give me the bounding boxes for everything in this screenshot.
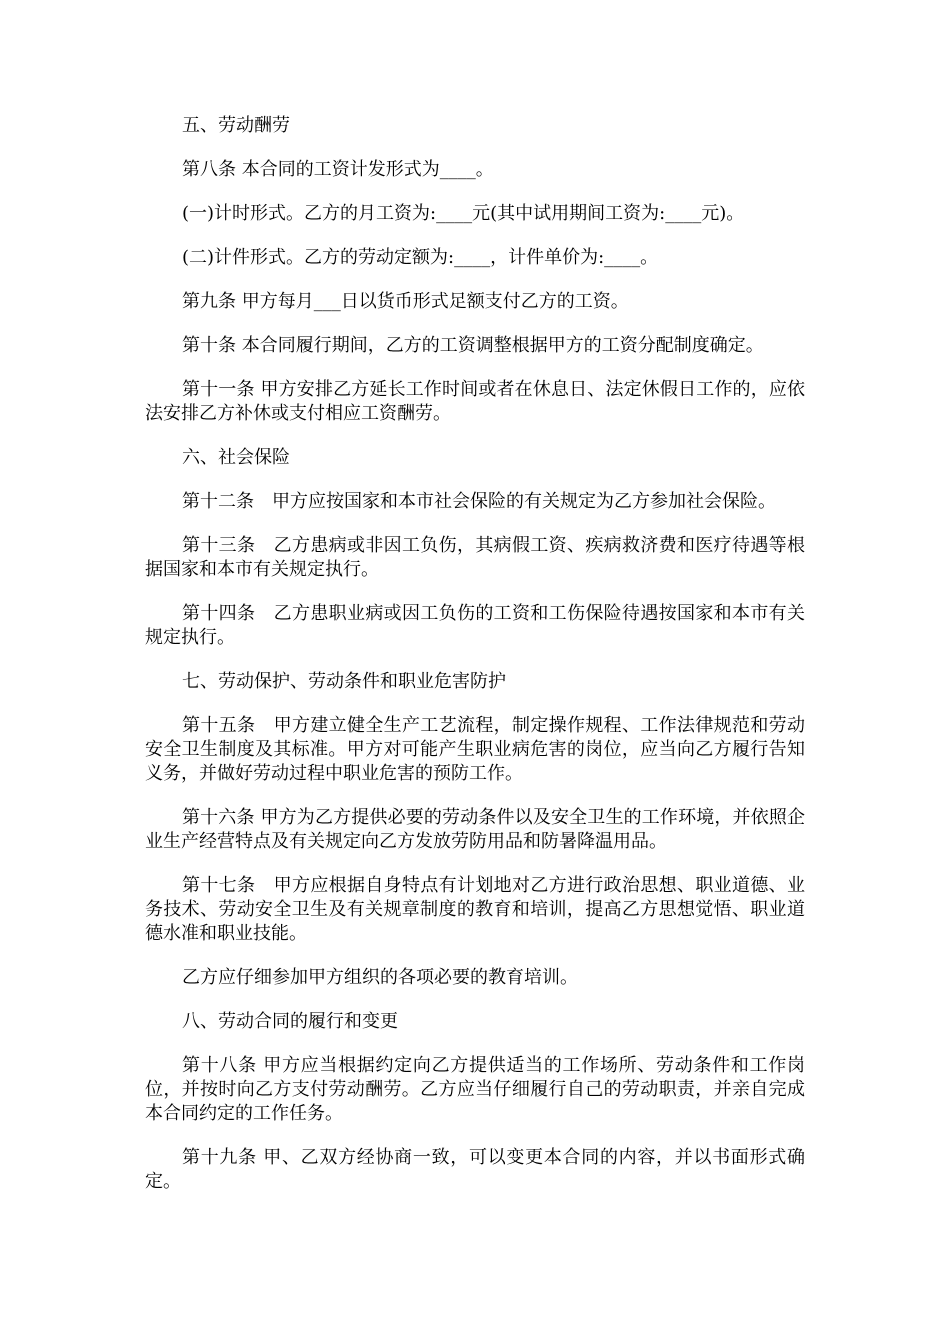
article-16: 第十六条 甲方为乙方提供必要的劳动条件以及安全卫生的工作环境，并依照企业生产经营特点及有关规定向乙方发放劳防用品和防暑降温用品。 bbox=[145, 807, 805, 852]
section-heading-6: 六、社会保险 bbox=[182, 447, 290, 468]
article-10: 第十条 本合同履行期间，乙方的工资调整根据甲方的工资分配制度确定。 bbox=[182, 335, 764, 356]
article-19: 第十九条 甲、乙双方经协商一致，可以变更本合同的内容，并以书面形式确定。 bbox=[145, 1147, 805, 1192]
section-heading-5: 五、劳动酬劳 bbox=[182, 115, 290, 136]
article-18: 第十八条 甲方应当根据约定向乙方提供适当的工作场所、劳动条件和工作岗位，并按时向乙方支付劳动酬劳。乙方应当仔细履行自己的劳动职责，并亲自完成本合同约定的工作任务。 bbox=[145, 1055, 805, 1124]
section-heading-7: 七、劳动保护、劳动条件和职业危害防护 bbox=[182, 671, 506, 692]
article-15: 第十五条 甲方建立健全生产工艺流程，制定操作规程、工作法律规范和劳动安全卫生制度及其标准。甲方对可能产生职业病危害的岗位，应当向乙方履行告知义务，并做好劳动过程中职业危害的预防工作。 bbox=[145, 715, 805, 784]
article-11: 第十一条 甲方安排乙方延长工作时间或者在休息日、法定休假日工作的，应依法安排乙方补休或支付相应工资酬劳。 bbox=[145, 379, 805, 424]
document-body bbox=[145, 114, 805, 1194]
article-13: 第十三条 乙方患病或非因工负伤，其病假工资、疾病救济费和医疗待遇等根据国家和本市有关规定执行。 bbox=[145, 535, 805, 580]
article-8: 第八条 本合同的工资计发形式为____。 bbox=[182, 159, 494, 180]
article-14: 第十四条 乙方患职业病或因工负伤的工资和工伤保险待遇按国家和本市有关规定执行。 bbox=[145, 603, 805, 648]
article-17: 第十七条 甲方应根据自身特点有计划地对乙方进行政治思想、职业道德、业务技术、劳动安全卫生及有关规章制度的教育和培训，提高乙方思想觉悟、职业道德水准和职业技能。 bbox=[145, 875, 805, 944]
article-8-item-1: (一)计时形式。乙方的月工资为:____元(其中试用期间工资为:____元)。 bbox=[182, 203, 745, 224]
article-9: 第九条 甲方每月___日以货币形式足额支付乙方的工资。 bbox=[182, 291, 629, 312]
article-8-item-2: (二)计件形式。乙方的劳动定额为:____，计件单价为:____。 bbox=[182, 247, 659, 268]
article-12: 第十二条 甲方应按国家和本市社会保险的有关规定为乙方参加社会保险。 bbox=[182, 491, 776, 512]
section-heading-8: 八、劳动合同的履行和变更 bbox=[182, 1011, 398, 1032]
article-17-supplement: 乙方应仔细参加甲方组织的各项必要的教育培训。 bbox=[182, 967, 578, 988]
